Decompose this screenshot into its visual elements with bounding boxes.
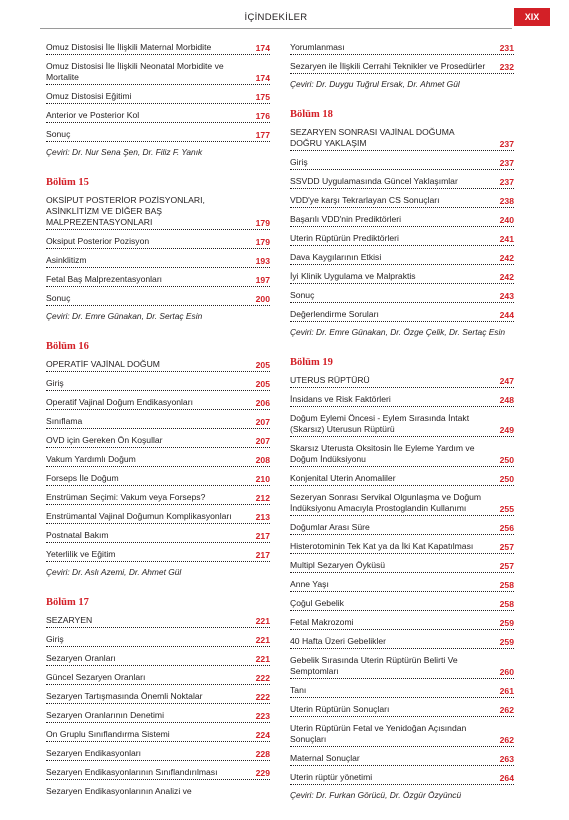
toc-entry-page: 205: [255, 379, 270, 389]
toc-entry-title: Dava Kaygılarının Etkisi: [290, 252, 514, 265]
toc-entry[interactable]: [290, 233, 514, 246]
translator-credit: Çeviri: Dr. Nur Sena Şen, Dr. Filiz F. Yanık: [46, 147, 203, 157]
toc-entry[interactable]: [46, 511, 270, 524]
toc-entry-title: Uterin Rüptürün Prediktörleri: [290, 233, 514, 246]
toc-entry[interactable]: [46, 274, 270, 287]
toc-entry-page: 229: [255, 768, 270, 778]
toc-entry-title: Anne Yaşı: [290, 579, 514, 592]
toc-entry-page: 212: [255, 493, 270, 503]
toc-entry-title: Sezaryen ile İlişkili Cerrahi Teknikler ve Prosedürler: [290, 61, 514, 74]
toc-entry-page: 200: [255, 294, 270, 304]
toc-entry-page: 177: [255, 130, 270, 140]
toc-entry-page: 256: [499, 523, 514, 533]
toc-entry-title: Yeterlilik ve Eğitim: [46, 549, 270, 562]
toc-section: [290, 109, 514, 338]
toc-entry[interactable]: [290, 42, 514, 55]
toc-entry-page: 259: [499, 618, 514, 628]
toc-entry[interactable]: [290, 772, 514, 785]
toc-entry-title: Sezeryan Sonrası Servikal Olgunlaşma ve Doğum İndüksiyonu Amacıyla Prostoglandin Kullanımı: [290, 492, 514, 516]
toc-entry[interactable]: [46, 293, 270, 306]
toc-entry[interactable]: [46, 42, 270, 55]
toc-entry[interactable]: [46, 454, 270, 467]
toc-entry[interactable]: [290, 309, 514, 322]
toc-right-column: [290, 42, 514, 820]
toc-entry[interactable]: [46, 653, 270, 666]
toc-entry-title: Sezaryen Oranları: [46, 653, 270, 666]
toc-entry-title: Fetal Baş Malprezentasyonları: [46, 274, 270, 287]
toc-entry-title: İnsidans ve Risk Faktörleri: [290, 394, 514, 407]
toc-entry-title: Asinklitizm: [46, 255, 270, 268]
toc-entry-title: Vakum Yardımlı Doğum: [46, 454, 270, 467]
toc-entry-title: Tanı: [290, 685, 514, 698]
toc-entry-title: Histerotominin Tek Kat ya da İki Kat Kapatılması: [290, 541, 514, 554]
toc-entry-title: OVD için Gereken Ön Koşullar: [46, 435, 270, 448]
toc-entry[interactable]: [290, 723, 514, 747]
toc-entry[interactable]: [46, 492, 270, 505]
toc-entry-title: Omuz Distosisi Eğitimi: [46, 91, 270, 104]
toc-entry-page: 250: [499, 455, 514, 465]
toc-entry-title: Enstrümantal Vajinal Doğumun Komplikasyonları: [46, 511, 270, 524]
toc-entry-page: 206: [255, 398, 270, 408]
toc-left-column: [46, 42, 270, 816]
toc-entry-title: Sezaryen Endikasyonları: [46, 748, 270, 761]
toc-entry[interactable]: [46, 255, 270, 268]
toc-entry-title: Doğum Eylemi Öncesi - Eylem Sırasında İntakt (Skarsız) Uterusun Rüptürü: [290, 413, 514, 437]
toc-entry[interactable]: [290, 176, 514, 189]
toc-entry[interactable]: [290, 252, 514, 265]
toc-entry-title: Başarılı VDD'nin Prediktörleri: [290, 214, 514, 227]
chapter-heading: Bölüm 19: [290, 357, 333, 368]
toc-entry-page: 174: [255, 73, 270, 83]
toc-entry[interactable]: [290, 61, 514, 74]
toc-entry-page: 231: [499, 43, 514, 53]
toc-entry-title: VDD'ye karşı Tekrarlayan CS Sonuçları: [290, 195, 514, 208]
toc-entry-title: Skarsız Uterusta Oksitosin İle Eyleme Yardım ve Doğum İndüksiyonu: [290, 443, 514, 467]
toc-entry-page: 176: [255, 111, 270, 121]
chapter-heading: Bölüm 16: [46, 341, 89, 352]
toc-entry[interactable]: [290, 290, 514, 303]
page-title: İÇİNDEKİLER: [244, 12, 308, 23]
toc-entry[interactable]: [290, 560, 514, 573]
toc-entry-title: Değerlendirme Soruları: [290, 309, 514, 322]
toc-entry[interactable]: [290, 598, 514, 611]
toc-entry-title: Omuz Distosisi İle İlişkili Maternal Morbidite: [46, 42, 270, 55]
chapter-heading: Bölüm 15: [46, 177, 89, 188]
toc-entry-title: Uterin Rüptürün Sonuçları: [290, 704, 514, 717]
toc-entry[interactable]: [46, 729, 270, 742]
toc-entry-page: 242: [499, 272, 514, 282]
toc-entry[interactable]: [46, 615, 270, 628]
toc-entry-title: Enstrüman Seçimi: Vakum veya Forseps?: [46, 492, 270, 505]
toc-entry-page: 238: [499, 196, 514, 206]
toc-section: [46, 42, 270, 158]
toc-entry-page: 243: [499, 291, 514, 301]
toc-section: [290, 357, 514, 801]
toc-entry[interactable]: [290, 617, 514, 630]
toc-entry-title: Konjenital Uterin Anomaliler: [290, 473, 514, 486]
toc-entry[interactable]: [46, 129, 270, 142]
toc-entry[interactable]: [46, 549, 270, 562]
toc-entry-page: 240: [499, 215, 514, 225]
toc-entry[interactable]: [290, 704, 514, 717]
toc-entry-page: 224: [255, 730, 270, 740]
toc-entry-title: Uterin Rüptürün Fetal ve Yenidoğan Açısından Sonuçları: [290, 723, 514, 747]
toc-section: [290, 42, 514, 90]
toc-entry-page: 237: [499, 158, 514, 168]
toc-entry-title: Operatif Vajinal Doğum Endikasyonları: [46, 397, 270, 410]
toc-entry[interactable]: [290, 271, 514, 284]
toc-entry-title: Multipl Sezaryen Öyküsü: [290, 560, 514, 573]
toc-entry[interactable]: [46, 748, 270, 761]
toc-entry[interactable]: [46, 672, 270, 685]
toc-entry-title: Sınıflama: [46, 416, 270, 429]
toc-entry-page: 228: [255, 749, 270, 759]
toc-entry[interactable]: [46, 91, 270, 104]
toc-entry-page: 241: [499, 234, 514, 244]
toc-entry[interactable]: [46, 530, 270, 543]
toc-entry[interactable]: [46, 710, 270, 723]
toc-entry[interactable]: [290, 195, 514, 208]
toc-entry[interactable]: [46, 378, 270, 391]
toc-entry-title: Giriş: [46, 378, 270, 391]
toc-entry-page: 193: [255, 256, 270, 266]
chapter-heading: Bölüm 17: [46, 597, 89, 608]
toc-entry-title: SEZARYEN SONRASI VAJİNAL DOĞUMA DOĞRU YAKLAŞIM: [290, 127, 514, 151]
toc-entry-title: Anterior ve Posterior Kol: [46, 110, 270, 123]
toc-entry-title: Forseps İle Doğum: [46, 473, 270, 486]
toc-section: [46, 177, 270, 322]
toc-entry-title: Oksiput Posterior Pozisyon: [46, 236, 270, 249]
toc-entry[interactable]: [290, 413, 514, 437]
toc-entry[interactable]: [290, 655, 514, 679]
toc-entry-page: 261: [499, 686, 514, 696]
toc-entry-page: 237: [499, 139, 514, 149]
toc-entry[interactable]: [290, 541, 514, 554]
toc-entry[interactable]: [290, 473, 514, 486]
translator-credit: Çeviri: Dr. Furkan Görücü, Dr. Özgür Özyüncü: [290, 790, 462, 800]
toc-entry[interactable]: [46, 195, 270, 230]
toc-entry-title: SSVDD Uygulamasında Güncel Yaklaşımlar: [290, 176, 514, 189]
toc-entry-title: Sonuç: [46, 293, 270, 306]
toc-entry[interactable]: [290, 394, 514, 407]
toc-entry-title: On Gruplu Sınıflandırma Sistemi: [46, 729, 270, 742]
toc-entry-page: 223: [255, 711, 270, 721]
toc-entry-page: 257: [499, 542, 514, 552]
translator-credit: Çeviri: Dr. Duygu Tuğrul Ersak, Dr. Ahmet Gül: [290, 79, 460, 89]
toc-section: [46, 597, 270, 797]
toc-entry[interactable]: [46, 767, 270, 780]
page-header: [40, 8, 550, 30]
translator-credit: Çeviri: Dr. Aslı Azemi, Dr. Ahmet Gül: [46, 567, 182, 577]
toc-entry-title: OPERATİF VAJİNAL DOĞUM: [46, 359, 270, 372]
toc-entry[interactable]: [290, 443, 514, 467]
page-number-badge: XIX: [514, 8, 550, 26]
toc-entry-page: 258: [499, 599, 514, 609]
toc-entry-page: 242: [499, 253, 514, 263]
toc-entry-title: Sezaryen Tartışmasında Önemli Noktalar: [46, 691, 270, 704]
toc-entry-page: 205: [255, 360, 270, 370]
toc-entry-title: Güncel Sezaryen Oranları: [46, 672, 270, 685]
chapter-heading: Bölüm 18: [290, 109, 333, 120]
toc-entry-title: Çoğul Gebelik: [290, 598, 514, 611]
toc-entry-page: 179: [255, 237, 270, 247]
toc-entry-page: 210: [255, 474, 270, 484]
toc-entry-page: 221: [255, 616, 270, 626]
toc-entry-page: 260: [499, 667, 514, 677]
toc-entry-title: UTERUS RÜPTÜRÜ: [290, 375, 514, 388]
toc-entry-page: 222: [255, 673, 270, 683]
toc-entry-page: 262: [499, 705, 514, 715]
toc-entry-title: Maternal Sonuçlar: [290, 753, 514, 766]
toc-entry-title: Sezaryen Endikasyonlarının Sınıflandırılması: [46, 767, 270, 780]
toc-entry-title: Giriş: [290, 157, 514, 170]
translator-credit: Çeviri: Dr. Emre Günakan, Dr. Özge Çelik, Dr. Sertaç Esin: [290, 327, 506, 337]
toc-entry[interactable]: [46, 473, 270, 486]
toc-entry-page: 247: [499, 376, 514, 386]
toc-entry[interactable]: [290, 522, 514, 535]
toc-entry[interactable]: [290, 127, 514, 151]
toc-entry[interactable]: [46, 61, 270, 85]
toc-entry[interactable]: [46, 691, 270, 704]
toc-entry-page: 232: [499, 62, 514, 72]
toc-entry[interactable]: [290, 157, 514, 170]
toc-entry[interactable]: [290, 375, 514, 388]
toc-entry-title: Fetal Makrozomi: [290, 617, 514, 630]
toc-entry-page: 237: [499, 177, 514, 187]
toc-entry-page: 179: [255, 218, 270, 228]
toc-entry-title: Omuz Distosisi İle İlişkili Neonatal Morbidite ve Mortalite: [46, 61, 270, 85]
toc-entry[interactable]: [46, 435, 270, 448]
toc-entry[interactable]: [290, 214, 514, 227]
toc-entry[interactable]: [46, 110, 270, 123]
toc-entry-title: Doğumlar Arası Süre: [290, 522, 514, 535]
toc-entry[interactable]: [46, 416, 270, 429]
toc-entry[interactable]: [290, 753, 514, 766]
toc-entry-title: Gebelik Sırasında Uterin Rüptürün Belirti Ve Semptomları: [290, 655, 514, 679]
toc-entry[interactable]: [46, 236, 270, 249]
translator-credit: Çeviri: Dr. Emre Günakan, Dr. Sertaç Esin: [46, 311, 203, 321]
toc-entry-page: 207: [255, 436, 270, 446]
toc-entry-page: 255: [499, 504, 514, 514]
toc-entry-page: 174: [255, 43, 270, 53]
toc-entry[interactable]: [290, 685, 514, 698]
toc-entry-page: 259: [499, 637, 514, 647]
toc-entry-page: 250: [499, 474, 514, 484]
toc-entry-title: SEZARYEN: [46, 615, 270, 628]
toc-entry-page: 175: [255, 92, 270, 102]
toc-entry-title: Sezaryen Oranlarının Denetimi: [46, 710, 270, 723]
toc-entry[interactable]: [46, 397, 270, 410]
toc-entry[interactable]: [290, 579, 514, 592]
toc-entry-title: Sezaryen Endikasyonlarının Analizi ve: [46, 786, 192, 796]
toc-entry-page: 248: [499, 395, 514, 405]
toc-entry-title: 40 Hafta Üzeri Gebelikler: [290, 636, 514, 649]
toc-entry-page: 263: [499, 754, 514, 764]
header-divider: [40, 28, 512, 29]
toc-entry-title: OKSİPUT POSTERİOR POZİSYONLARI, ASİNKLİTİZM VE DİĞER BAŞ MALPREZENTASYONLARI: [46, 195, 270, 230]
toc-entry-title: Sonuç: [290, 290, 514, 303]
toc-entry-page: 213: [255, 512, 270, 522]
toc-entry[interactable]: [46, 359, 270, 372]
toc-entry[interactable]: [290, 492, 514, 516]
toc-entry-page: 207: [255, 417, 270, 427]
toc-entry-page: 222: [255, 692, 270, 702]
toc-entry-page: 221: [255, 635, 270, 645]
toc-entry-page: 258: [499, 580, 514, 590]
toc-entry-title: Postnatal Bakım: [46, 530, 270, 543]
toc-entry-title: İyi Klinik Uygulama ve Malpraktis: [290, 271, 514, 284]
toc-entry-page: 257: [499, 561, 514, 571]
toc-entry-page: 221: [255, 654, 270, 664]
toc-entry-title: Yorumlanması: [290, 42, 514, 55]
toc-entry-page: 197: [255, 275, 270, 285]
toc-entry[interactable]: [290, 636, 514, 649]
toc-entry-page: 208: [255, 455, 270, 465]
toc-entry-page: 217: [255, 550, 270, 560]
toc-entry-title: Giriş: [46, 634, 270, 647]
toc-entry-page: 217: [255, 531, 270, 541]
toc-entry-title: Sonuç: [46, 129, 270, 142]
toc-entry-title: Uterin rüptür yönetimi: [290, 772, 514, 785]
toc-entry[interactable]: [46, 634, 270, 647]
toc-entry-page: 264: [499, 773, 514, 783]
toc-entry-page: 249: [499, 425, 514, 435]
toc-entry-page: 244: [499, 310, 514, 320]
toc-entry-page: 262: [499, 735, 514, 745]
toc-section: [46, 341, 270, 578]
toc-entry[interactable]: [46, 786, 270, 797]
